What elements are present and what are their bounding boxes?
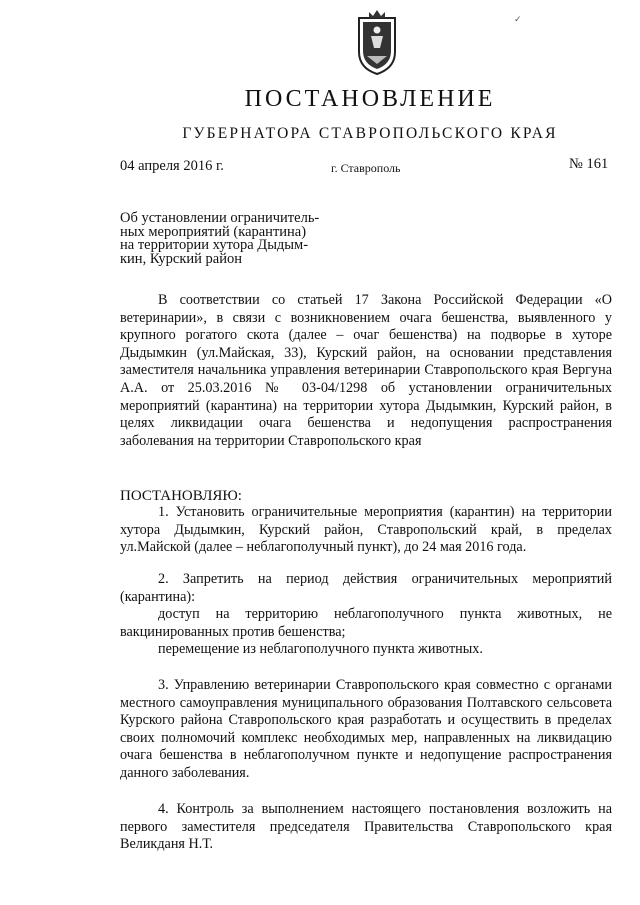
document-title: ПОСТАНОВЛЕНИЕ [244, 86, 496, 112]
stavropol-coat-of-arms-icon [353, 8, 401, 78]
intro-paragraph: В соответствии со статьей 17 Закона Российской Федерации «О ветеринарии», в связи с возникновением очага бешенства, выявленного у крупного рогатого скота (далее – очаг бешенства) на подворье в хуторе Дыдымкин (ул.Майская, 33), Курский район, на основании представления заместителя начальника управления ветеринарии Ставропольского края Вергуна А.А. от 25.03.2016 № 03-04/1298 об установлении ограничительных мероприятий (карантина) на территории хутора Дыдымкин, Курский район, в целях ликвидации очага бешенства и недопущения распространения заболевания на территории Ставропольского края [120, 292, 612, 449]
document-number: № 161 [569, 156, 609, 172]
item-4: 4. Контроль за выполнением настоящего постановления возложить на первого заместителя председателя Правительства Ставропольского края Великданя Н.Т. [120, 801, 612, 853]
subject-line: кин, Курский район [120, 250, 242, 267]
document-date: 04 апреля 2016 г. [120, 158, 224, 174]
item-2-subitem-b: перемещение из неблагополучного пункта животных. [158, 641, 483, 658]
document-city: г. Ставрополь [331, 161, 401, 175]
item-2-subitem-a: доступ на территорию неблагополучного пункта животных, не вакцинированных против бешенства; [120, 606, 612, 640]
item-2 [120, 571, 612, 659]
item-2-text: 2. Запретить на период действия ограничительных мероприятий (карантина): [120, 571, 612, 605]
item-1: 1. Установить ограничительные мероприятия (карантин) на территории хутора Дыдымкин, Курский район, Ставропольский край, в пределах ул.Майской (далее – неблагополучный пункт), до 24 мая 2016 года. [120, 504, 612, 556]
document-subtitle: ГУБЕРНАТОРА СТАВРОПОЛЬСКОГО КРАЯ [182, 125, 558, 142]
subject-line: на территории хутора Дыдым- [120, 237, 309, 253]
subject-line: Об установлении ограничитель- [120, 210, 320, 226]
document-subject [120, 212, 325, 266]
subject-line: ных мероприятий (карантина) [120, 223, 307, 240]
corner-mark: ✓ [514, 14, 522, 24]
decree-heading: ПОСТАНОВЛЯЮ: [120, 488, 242, 504]
item-3: 3. Управлению ветеринарии Ставропольского края совместно с органами местного самоуправления муниципального образования Полтавского сельсовета Курского района Ставропольского края разработать и осуществить в пределах своих полномочий комплекс необходимых мер, направленных на ликвидацию очага бешенства в неблагополучном пункте и недопущение распространения данного заболевания. [120, 677, 612, 781]
